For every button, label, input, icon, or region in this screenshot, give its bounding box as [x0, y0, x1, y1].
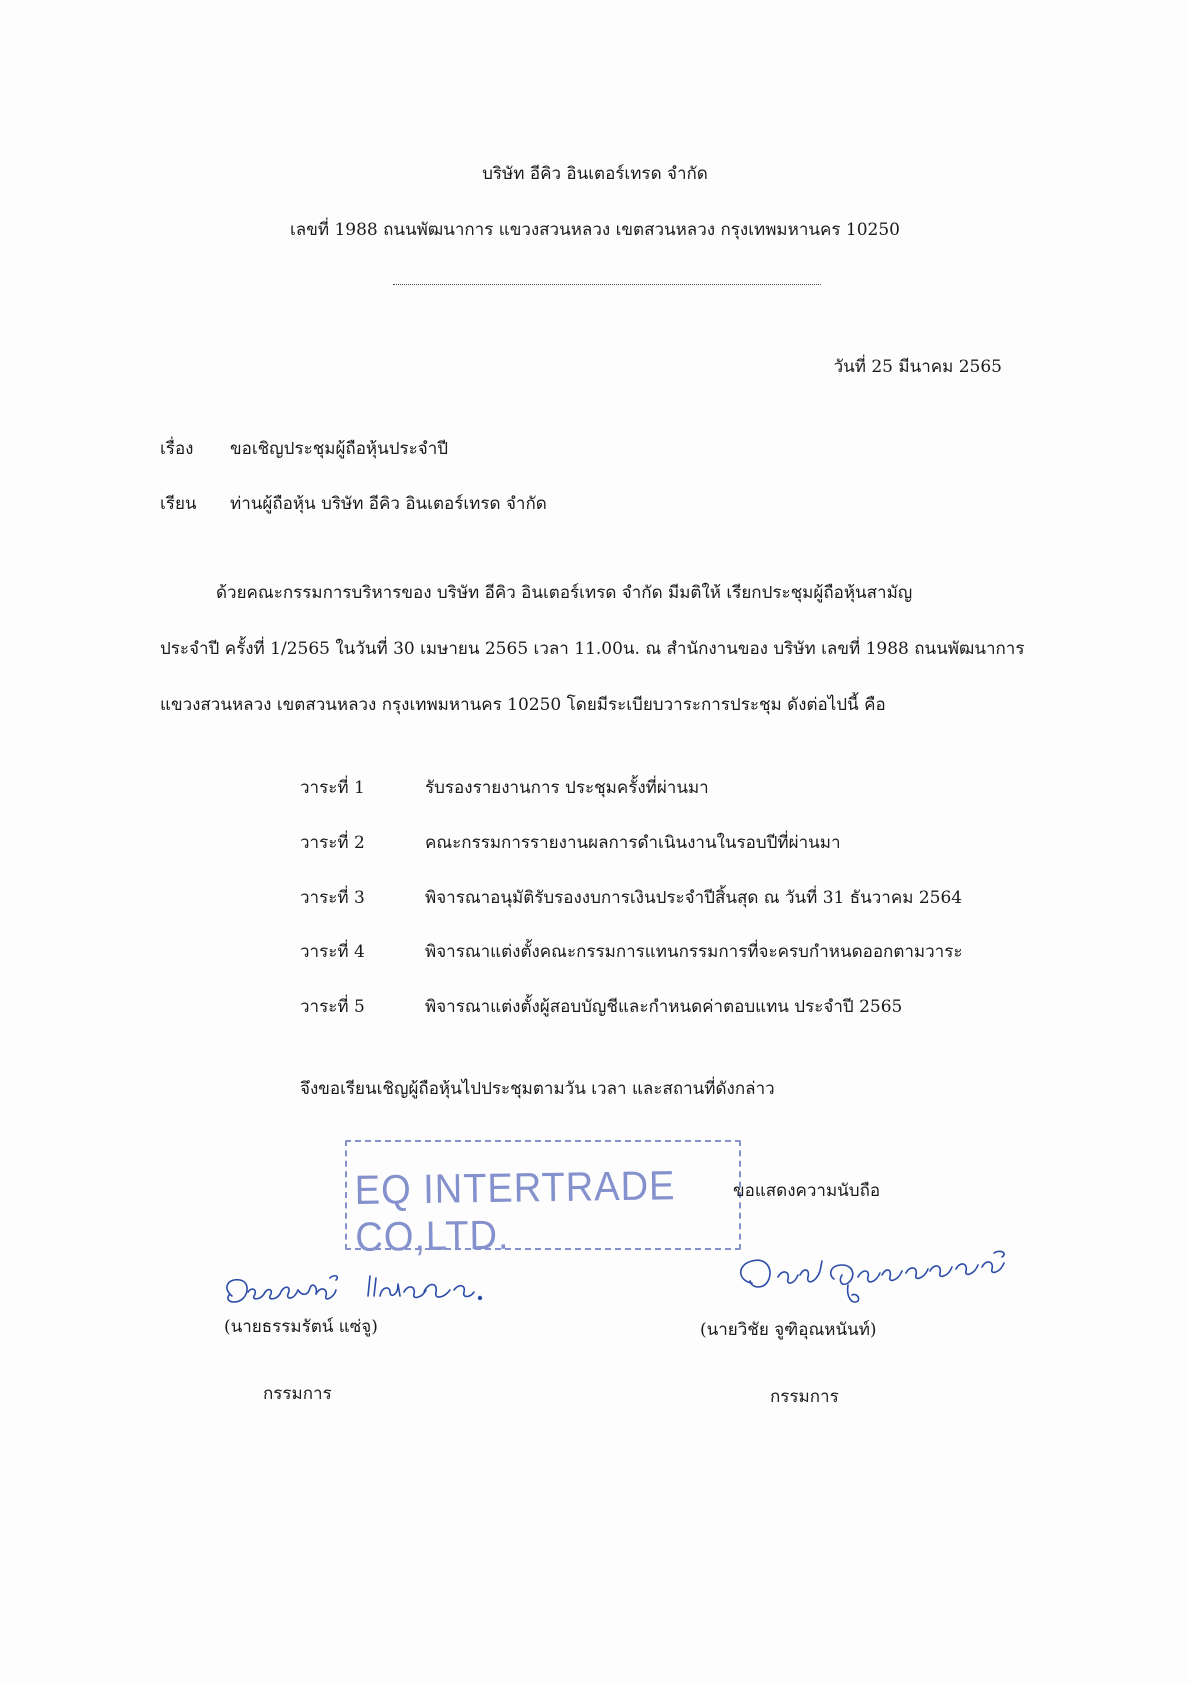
agenda-item-text: พิจารณาอนุมัติรับรองงบการเงินประจำปีสิ้นสุด ณ วันที่ 31 ธันวาคม 2564 [425, 888, 963, 908]
recipient-text: ท่านผู้ถือหุ้น บริษัท อีคิว อินเตอร์เทรด จำกัด [230, 494, 547, 514]
letter-date: วันที่ 25 มีนาคม 2565 [833, 357, 1002, 377]
complimentary-close: ขอแสดงความนับถือ [733, 1181, 881, 1201]
signatory-title-left: กรรมการ [263, 1384, 332, 1404]
signature-graphic-right [730, 1245, 1030, 1325]
signatory-title-right: กรรมการ [770, 1387, 839, 1407]
agenda-item-text: พิจารณาแต่งตั้งคณะกรรมการแทนกรรมการที่จะครบกำหนดออกตามวาระ [425, 942, 963, 962]
signatory-name-right: (นายวิชัย จูฑิอุณหนันท์) [700, 1320, 877, 1340]
body-paragraph-line: ด้วยคณะกรรมการบริหารของ บริษัท อีคิว อินเตอร์เทรด จำกัด มีมติให้ เรียกประชุมผู้ถือหุ้นสามัญ [216, 583, 913, 603]
company-stamp [345, 1140, 741, 1260]
stamp-text: EQ INTERTRADE CO,LTD. [354, 1162, 676, 1260]
subject-label: เรื่อง [160, 439, 194, 459]
handwritten-signature-right [730, 1245, 1030, 1329]
agenda-item-text: พิจารณาแต่งตั้งผู้สอบบัญชีและกำหนดค่าตอบแทน ประจำปี 2565 [425, 997, 903, 1017]
subject-text: ขอเชิญประชุมผู้ถือหุ้นประจำปี [230, 439, 449, 459]
agenda-number: วาระที่ 2 [300, 833, 365, 853]
dotted-divider [393, 270, 821, 285]
recipient-label: เรียน [160, 494, 197, 514]
agenda-number: วาระที่ 1 [300, 778, 365, 798]
agenda-number: วาระที่ 3 [300, 888, 365, 908]
agenda-number: วาระที่ 4 [300, 942, 365, 962]
signatory-name-left: (นายธรรมรัตน์ แซ่จู) [224, 1317, 378, 1337]
company-address: เลขที่ 1988 ถนนพัฒนาการ แขวงสวนหลวง เขตสวนหลวง กรุงเทพมหานคร 10250 [289, 220, 900, 240]
signature-graphic-left [218, 1268, 508, 1320]
body-paragraph-line: แขวงสวนหลวง เขตสวนหลวง กรุงเทพมหานคร 10250 โดยมีระเบียบวาระการประชุม ดังต่อไปนี้ คือ [160, 695, 886, 715]
company-name: บริษัท อีคิว อินเตอร์เทรด จำกัด [482, 164, 708, 184]
body-paragraph-line: ประจำปี ครั้งที่ 1/2565 ในวันที่ 30 เมษายน 2565 เวลา 11.00น. ณ สำนักงานของ บริษัท เลขที่ 1988 ถนนพัฒนาการ [160, 639, 1025, 659]
closing-sentence: จึงขอเรียนเชิญผู้ถือหุ้นไปประชุมตามวัน เวลา และสถานที่ดังกล่าว [300, 1079, 775, 1099]
agenda-number: วาระที่ 5 [300, 997, 365, 1017]
agenda-item-text: รับรองรายงานการ ประชุมครั้งที่ผ่านมา [425, 778, 709, 798]
agenda-item-text: คณะกรรมการรายงานผลการดำเนินงานในรอบปีที่ผ่านมา [425, 833, 841, 853]
